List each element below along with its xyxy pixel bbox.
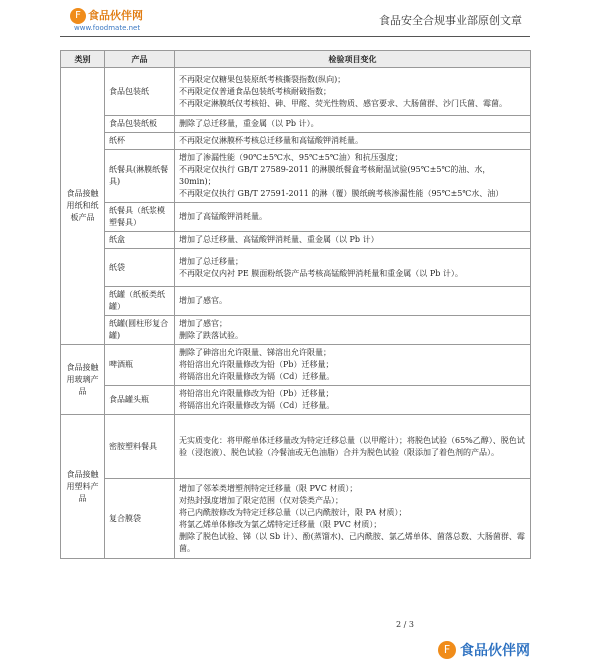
change-line: 删除了跌落试验。 [179,331,243,340]
watermark-text: 食品伙伴网 [460,643,530,659]
product-cell: 食品包装纸板 [105,116,175,133]
page-header [0,0,596,40]
foodmate-logo-icon: F [70,8,86,24]
table-row [61,415,531,479]
table-body [61,68,531,559]
table-row [61,316,531,345]
change-line: 不再限定仅执行 GB/T 27591-2011 的淋（覆）膜纸碗考核渗漏性能（95℃±5℃水、油） [179,189,504,198]
change-cell [175,345,531,386]
change-cell [175,116,531,133]
change-line: 删除了总迁移量，重金属（以 Pb 计）。 [179,119,319,128]
change-line: 增加了总迁移量； [179,256,243,266]
product-cell: 纸杯 [105,133,175,150]
table-row [61,345,531,386]
product-cell: 纸盒 [105,232,175,249]
table-row [61,287,531,316]
change-cell [175,287,531,316]
change-cell [175,479,531,559]
foodmate-watermark [438,640,588,662]
change-line: 增加了高锰酸钾消耗量。 [179,212,267,221]
product-cell: 啤酒瓶 [105,345,175,386]
inspection-changes-table [60,50,531,559]
logo-url: www.foodmate.net [74,24,141,32]
change-line: 不再限定仅内衬 PE 膜面粉纸袋产品考核高锰酸钾消耗量和重金属（以 Pb 计）。 [179,268,463,278]
product-cell: 密胺塑料餐具 [105,415,175,479]
change-line: 不再限定仅淋膜杯考核总迁移量和高锰酸钾消耗量。 [179,136,363,145]
page-number: 2 / 3 [396,620,414,629]
table-row [61,232,531,249]
change-line: 将镉溶出允许限量修改为镉（Cd）迁移量。 [179,372,335,381]
change-line: 增加了渗漏性能（90℃±5℃水、95℃±5℃油）和抗压强度； [179,153,403,162]
header-changes: 检验项目变化 [175,51,531,68]
change-cell [175,232,531,249]
logo-name: 食品伙伴网 [88,9,143,22]
change-line: 将铅溶出允许限量修改为铅（Pb）迁移量； [179,389,334,398]
table-row [61,386,531,415]
change-line: 不再限定仅普通食品包装纸考核耐破指数； [179,86,331,96]
change-line: 增加了感官； [179,319,227,328]
table-row [61,203,531,232]
change-cell [175,386,531,415]
change-cell [175,133,531,150]
change-cell [175,316,531,345]
document-title: 食品安全合规事业部原创文章 [379,14,522,27]
product-cell: 食品包装纸 [105,68,175,116]
change-line: 将铅溶出允许限量修改为铅（Pb）迁移量； [179,360,334,369]
table-row [61,249,531,287]
table-row [61,116,531,133]
change-cell [175,68,531,116]
change-line: 增加了邻苯类增塑剂特定迁移量（限 PVC 材质）； [179,483,358,493]
product-cell: 纸餐具(淋膜纸餐具) [105,150,175,203]
change-line: 增加了感官。 [179,296,227,305]
product-cell: 纸餐具（纸浆模塑餐具） [105,203,175,232]
change-line: 增加了总迁移量、高锰酸钾消耗量、重金属（以 Pb 计） [179,235,379,244]
table-row [61,68,531,116]
change-cell [175,249,531,287]
table-row [61,479,531,559]
category-cell: 食品接触用塑料产品 [61,415,105,559]
category-cell: 食品接触用纸和纸板产品 [61,68,105,345]
change-cell [175,150,531,203]
table-row [61,133,531,150]
change-line: 无实质变化：将甲醛单体迁移量改为特定迁移总量（以甲醛计）；将脱色试验（65%乙醇）、脱色试验（浸泡液）、脱色试验（冷餐油或无色油脂）合并为脱色试验（限添加了着色剂的产品）。 [179,435,525,457]
change-cell [175,415,531,479]
change-line: 不再限定淋膜纸仅考核铅、砷、甲醛、荧光性物质、感官要求、大肠菌群、沙门氏菌、霉菌。 [179,98,507,108]
product-cell: 食品罐头瓶 [105,386,175,415]
change-line: 对热封强度增加了限定范围（仅对袋类产品）； [179,495,343,505]
product-cell: 复合膜袋 [105,479,175,559]
change-line: 将镉溶出允许限量修改为镉（Cd）迁移量。 [179,401,335,410]
foodmate-logo [70,6,160,36]
change-line: 删除了砷溶出允许限量、锑溶出允许限量； [179,348,331,357]
header-divider [60,36,530,37]
header-category: 类别 [61,51,105,68]
category-cell: 食品接触用玻璃产品 [61,345,105,415]
product-cell: 纸袋 [105,249,175,287]
change-line: 将氯乙烯单体修改为氯乙烯特定迁移量（限 PVC 材质）； [179,519,382,529]
change-line: 不再限定仅执行 GB/T 27589-2011 的淋膜纸餐盒考核耐温试验(95℃±5℃的油、水，30min)； [179,165,491,186]
watermark-logo-icon: F [438,641,456,659]
table-row [61,150,531,203]
change-cell [175,203,531,232]
change-line: 将己内酰胺修改为特定迁移总量（以己内酰胺计，限 PA 材质）； [179,507,407,517]
product-cell: 纸罐（纸板类纸罐） [105,287,175,316]
product-cell: 纸罐(圆柱形复合罐) [105,316,175,345]
header-product: 产品 [105,51,175,68]
change-line: 不再限定仅糖果包装原纸考核撕裂指数(纵向)； [179,74,346,84]
table-header-row [61,51,531,68]
change-line: 删除了脱色试验、锑（以 Sb 计）、酚(蒸馏水)、己内酰胺、氯乙烯单体、菌落总数、大肠菌群、霉菌。 [179,531,525,553]
